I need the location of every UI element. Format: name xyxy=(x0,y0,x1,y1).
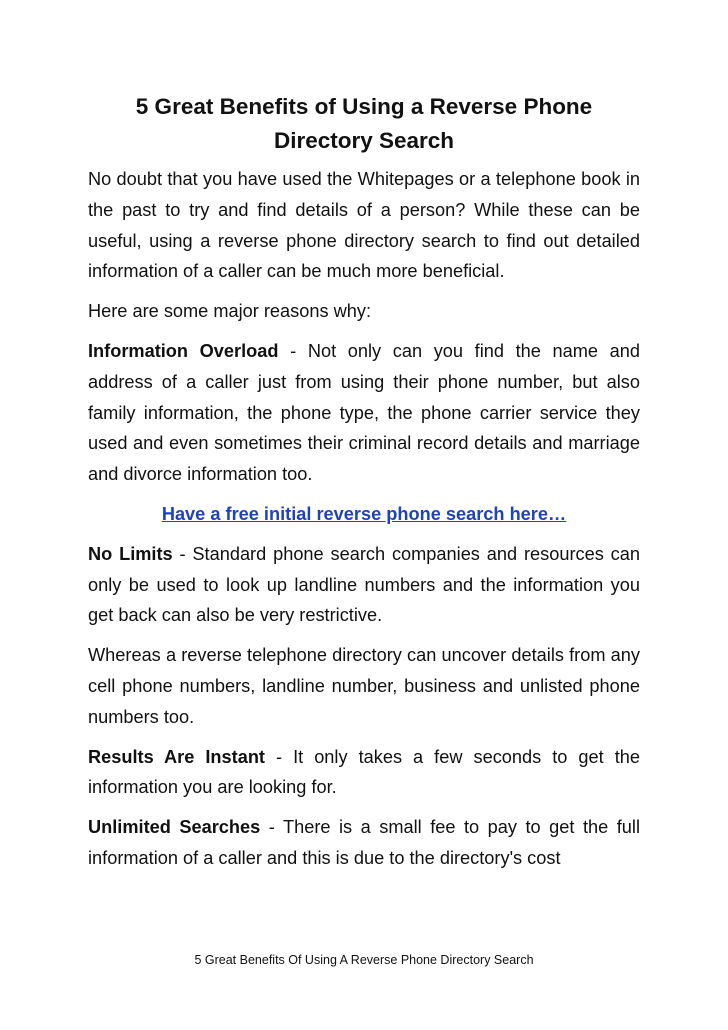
benefit-text: - There is a small fee to pay to get the full information of a caller and this is due to the directory's cost xyxy=(88,817,640,868)
benefit-text: - It only takes a few seconds to get the information you are looking for. xyxy=(88,746,641,798)
page-title: 5 Great Benefits of Using a Reverse Phone Directory Search xyxy=(135,94,593,153)
intro-paragraph: No doubt that you have used the Whitepages or a telephone book in the past to try and find details of a person? While these can be useful, using a reverse phone directory search to find out detailed information of a caller can be much more beneficial. xyxy=(88,169,640,282)
document-body xyxy=(88,90,640,883)
benefit-results-instant xyxy=(88,742,640,804)
benefit-term: Information Overload xyxy=(88,340,279,361)
free-search-link[interactable]: Have a free initial reverse phone search here… xyxy=(161,503,567,524)
whereas-paragraph: Whereas a reverse telephone directory can uncover details from any cell phone numbers, landline number, business and unlisted phone numbers too. xyxy=(88,645,640,727)
benefit-term: No Limits xyxy=(88,543,173,564)
benefit-no-limits xyxy=(88,539,640,631)
benefit-term: Results Are Instant xyxy=(88,746,265,767)
benefit-unlimited-searches xyxy=(88,812,640,874)
link-line xyxy=(88,499,640,530)
benefit-information-overload xyxy=(88,336,640,490)
reasons-intro: Here are some major reasons why: xyxy=(88,301,372,322)
page-footer: 5 Great Benefits Of Using A Reverse Phone Directory Search xyxy=(194,953,534,967)
benefit-text: - Not only can you find the name and address of a caller just from using their phone number, but also family information, the phone type, the phone carrier service they used and even sometimes their criminal record details and marriage and divorce information too. xyxy=(88,340,640,485)
benefit-term: Unlimited Searches xyxy=(88,817,261,838)
benefit-text: - Standard phone search companies and resources can only be used to look up landline numbers and the information you get back can also be very restrictive. xyxy=(88,543,640,626)
